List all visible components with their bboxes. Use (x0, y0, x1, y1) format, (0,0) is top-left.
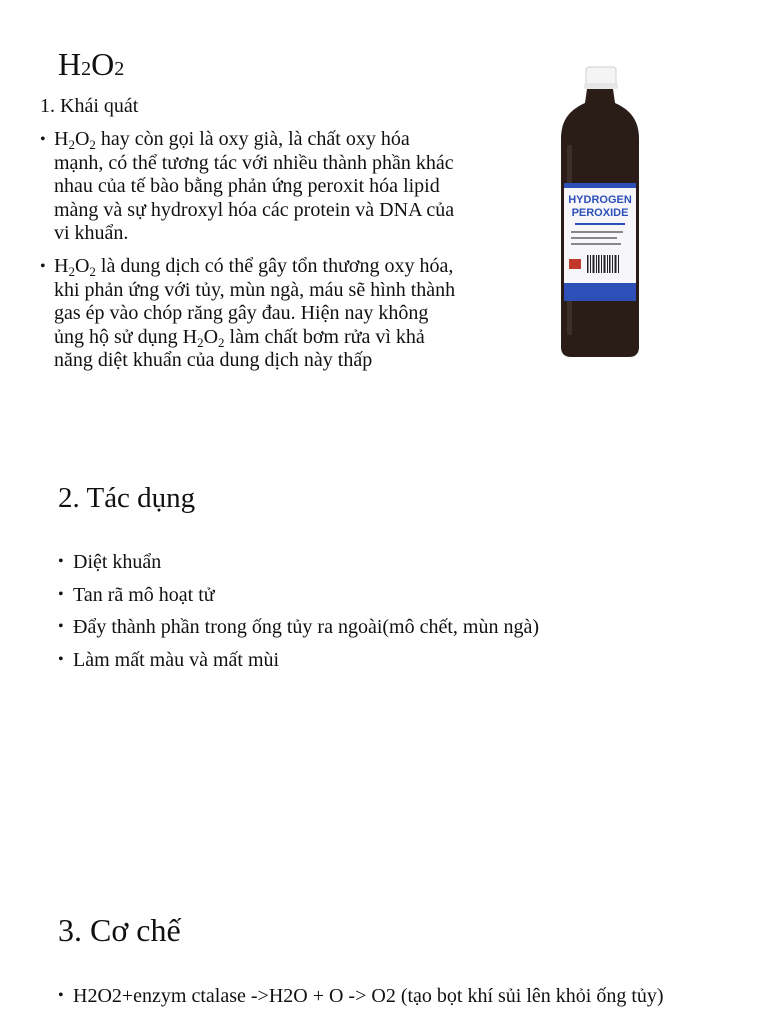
bullet: • (58, 553, 64, 570)
bullet: • (58, 618, 64, 635)
mechanism-list (58, 984, 738, 1008)
bullet: • (58, 987, 64, 1004)
bullet: • (40, 131, 46, 148)
bottle-label-line2: PEROXIDE (571, 207, 629, 219)
overview-paragraph-2: • $H_2O_2$ là dung dịch có thể gây tổn thương oxy hóa, khi phản ứng với tủy, mùn ngà, máu sẽ hình thành gas ép vào chóp răng gây đau. Hiện nay không ủng hộ sử dụng $H_2O_2$ làm chất bơm rửa vì khả năng diệt khuẩn của dung dịch này thấp (40, 255, 456, 372)
hydrogen-peroxide-bottle-image (555, 65, 645, 365)
bullet: • (58, 650, 64, 668)
section-1-heading: 1. Khái quát (40, 95, 139, 117)
section-3-heading: 3. Cơ chế (58, 912, 181, 948)
list-item: • Diệt khuẩn (58, 551, 162, 573)
list-item: • H2O2+enzym ctalase ->H2O + O -> O2 (tạo bọt khí sủi lên khỏi ống tủy) (58, 985, 664, 1007)
overview-paragraph-1: • $H_2O_2$ hay còn gọi là oxy già, là chất oxy hóa mạnh, có thể tương tác với nhiều thành phần khác nhau của tế bào bằng phản ứng peroxit hóa lipid màng và sự hydroxyl hóa các protein và DNA của vi khuẩn. (40, 128, 455, 245)
bullet: • (40, 258, 46, 275)
section-2-heading: 2. Tác dụng (58, 482, 196, 514)
list-item: • Đẩy thành phần trong ống tủy ra ngoài(mô chết, mùn ngà) (58, 616, 539, 638)
bottle-label-line1: HYDROGEN (568, 194, 632, 206)
page-title: H2O2 (58, 46, 125, 82)
list-item: • Tan rã mô hoạt tử (58, 583, 215, 606)
effects-list (58, 550, 738, 680)
list-item: • Làm mất màu và mất mùi (58, 648, 280, 671)
bullet: • (58, 585, 64, 603)
